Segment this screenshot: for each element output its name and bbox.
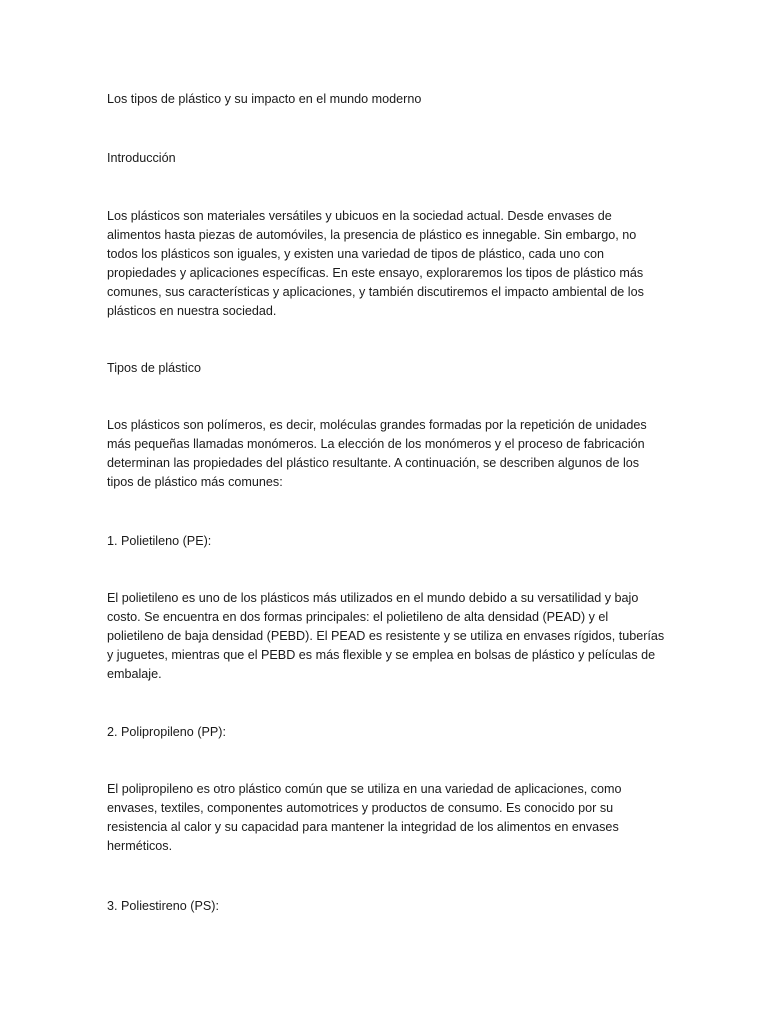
- types-paragraph: Los plásticos son polímeros, es decir, moléculas grandes formadas por la repetición de unidades más pequeñas llamadas monómeros. La elección de los monómeros y el proceso de fabricación determinan las propiedades del plástico resultante. A continuación, se describen algunos de los tipos de plástico más comunes:: [107, 418, 647, 489]
- polietileno-paragraph: El polietileno es uno de los plásticos más utilizados en el mundo debido a su versatilidad y bajo costo. Se encuentra en dos formas principales: el polietileno de alta densidad (PEAD) y el polietileno de baja densidad (PEBD). El PEAD es resistente y se utiliza en envases rígidos, tuberías y juguetes, mientras que el PEBD es más flexible y se emplea en bolsas de plástico y películas de embalaje.: [107, 591, 665, 681]
- subsection-heading-polietileno: 1. Polietileno (PE):: [107, 534, 212, 548]
- section-heading-introduccion: Introducción: [107, 151, 176, 165]
- document-title: Los tipos de plástico y su impacto en el mundo moderno: [107, 92, 422, 106]
- subsection-heading-polipropileno: 2. Polipropileno (PP):: [107, 725, 227, 739]
- polipropileno-paragraph: El polipropileno es otro plástico común que se utiliza en una variedad de aplicaciones, como envases, textiles, componentes automotrices y productos de consumo. Es conocido por su resistencia al calor y su capacidad para mantener la integridad de los alimentos en envases herméticos.: [107, 782, 622, 853]
- intro-paragraph: Los plásticos son materiales versátiles y ubicuos en la sociedad actual. Desde envases de alimentos hasta piezas de automóviles, la presencia de plástico es innegable. Sin embargo, no todos los plásticos son iguales, y existen una variedad de tipos de plástico, cada uno con propiedades y aplicaciones específicas. En este ensayo, exploraremos los tipos de plástico más comunes, sus características y aplicaciones, y también discutiremos el impacto ambiental de los plásticos en nuestra sociedad.: [107, 209, 644, 318]
- subsection-heading-poliestireno: 3. Poliestireno (PS):: [107, 899, 219, 913]
- section-heading-tipos: Tipos de plástico: [107, 361, 202, 375]
